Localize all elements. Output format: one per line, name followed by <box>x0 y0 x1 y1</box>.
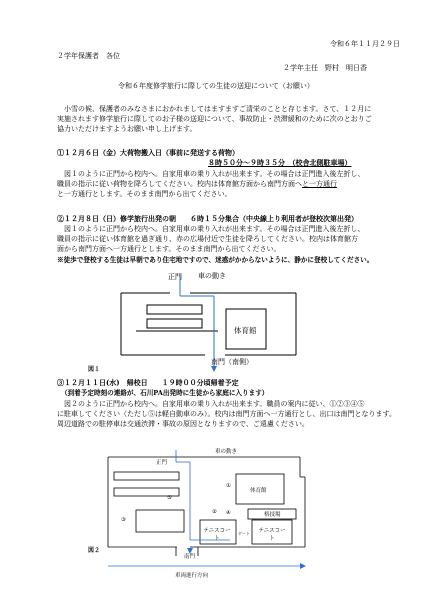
intro-line-1: 小雪の候、保護者のみなさまにおかれましてはますますご清栄のことと存じます。さて、１２月に <box>64 105 372 113</box>
fig2-traffic-direction-label: 車両進行方向 <box>175 573 209 579</box>
section1-time: ８時５０分～９時３５分 （校舎北側駐車場） <box>208 158 352 167</box>
section2-heading: ②１２月８日（日）修学旅行出発の朝 ６時１５分集合（中央線上り利用者が登校次第出発） <box>57 214 358 223</box>
fig2-gym-label: 体育館 <box>250 488 267 494</box>
section3-note: （到着予定時刻の連絡が、石川PA出発時に生徒から家庭に入ります） <box>61 389 269 397</box>
recipient: ２学年保護者 各位 <box>57 52 120 60</box>
section1-heading: ①１２月６日（金）大荷物搬入日（事前に発送する荷物） <box>57 148 239 157</box>
fig2-spot-1: ① <box>226 483 231 489</box>
section2-body-1: 図１のように正門から校内へ。自家用車の乗り入れが出来ます。その場合は正門進入後左折し、 <box>64 225 365 233</box>
fig2-south-gate-label: 南門 <box>184 554 196 560</box>
section3-body-3: 周辺道路での駐停車は交通渋滞・事故の原因となりますので、ご遠慮ください。 <box>57 420 309 428</box>
section3-body-2: に駐車してください（ただし⑤は軽自動車のみ）。校内は南門方面へ一方通行とし、出口は南門となります。 <box>57 410 396 418</box>
fig1-south-gate-label: 南門（南側） <box>211 358 253 366</box>
fig2-spot-5: ⑤ <box>167 495 172 501</box>
section2-body-2: 職員の指示に従い体育館を過ぎ通り、赤の広場付近で生徒を降ろしてください。校内は体育館方 <box>57 235 358 243</box>
fig2-tennis2-label: テニスコート <box>258 528 286 542</box>
section3-body-1: 図２のように正門から校内へ。自家用車の乗り入れが出来ます。職員の案内に従い、①②③④⑤ <box>64 400 365 408</box>
fig1-label: 図１ <box>88 366 101 373</box>
date: 令和６年１１月２９日 <box>330 40 400 48</box>
fig2-label: 図２ <box>88 547 101 554</box>
fig2-gate-small-label: ゲート <box>238 531 250 536</box>
document-title: 令和６年度修学旅行に際しての生徒の送迎について（お願い） <box>118 82 314 90</box>
sender: ２学年主任 野村 明日香 <box>283 64 367 72</box>
fig2-tennis1-label: テニスコート <box>203 528 231 542</box>
section1-body-1: 図１のように正門から校内へ。自家用車の乗り入れが出来ます。その場合は正門進入後左折し、 <box>64 170 365 178</box>
fig2-martial-arts-label: 格技場 <box>264 512 281 518</box>
fig2-main-gate-label: 正門 <box>156 460 168 466</box>
section2-notice: ※徒歩で登校する生徒は早朝であり住宅地ですので、迷惑がかからないように、静かに登校してください。 <box>57 256 374 264</box>
section1-body-3: と一方通行とします。そのまま南門から出てください。 <box>57 190 232 198</box>
fig1-gym-label: 体育館 <box>234 326 257 335</box>
fig1-car-flow-label: 車の動き <box>198 272 226 280</box>
intro-line-2: 実施されます修学旅行に際してのお子様の送迎について、事故防止・渋滞緩和のために次のとおりご <box>57 115 372 123</box>
fig2-building-1 <box>114 472 179 480</box>
fig1-main-gate-label: 正門 <box>168 273 182 281</box>
section2-body-3: 面から南門方面へ一方通行とします。そのまま南門から出てください。 <box>57 245 281 253</box>
fig2-center-block <box>136 510 184 532</box>
fig2-car-flow-label: 車の動き <box>215 449 238 455</box>
fig2-spot-3: ③ <box>121 517 126 523</box>
section3-heading: ③１２月１１日(水) 帰校日 １９時００分頃帰着予定 <box>57 378 239 387</box>
fig2-spot-2: ② <box>212 509 217 515</box>
fig2-spot-4: ④ <box>226 510 231 516</box>
section1-body-2-text: 職員の指示に従い荷物を降ろしてください。校内は体育館方面から南門方面へ <box>57 180 302 188</box>
section1-one-way-text: と一方通行 <box>302 180 337 188</box>
fig2-road-arrowhead <box>300 563 306 569</box>
intro-line-3: 協力いただけますようお願い申し上げます。 <box>57 125 197 133</box>
